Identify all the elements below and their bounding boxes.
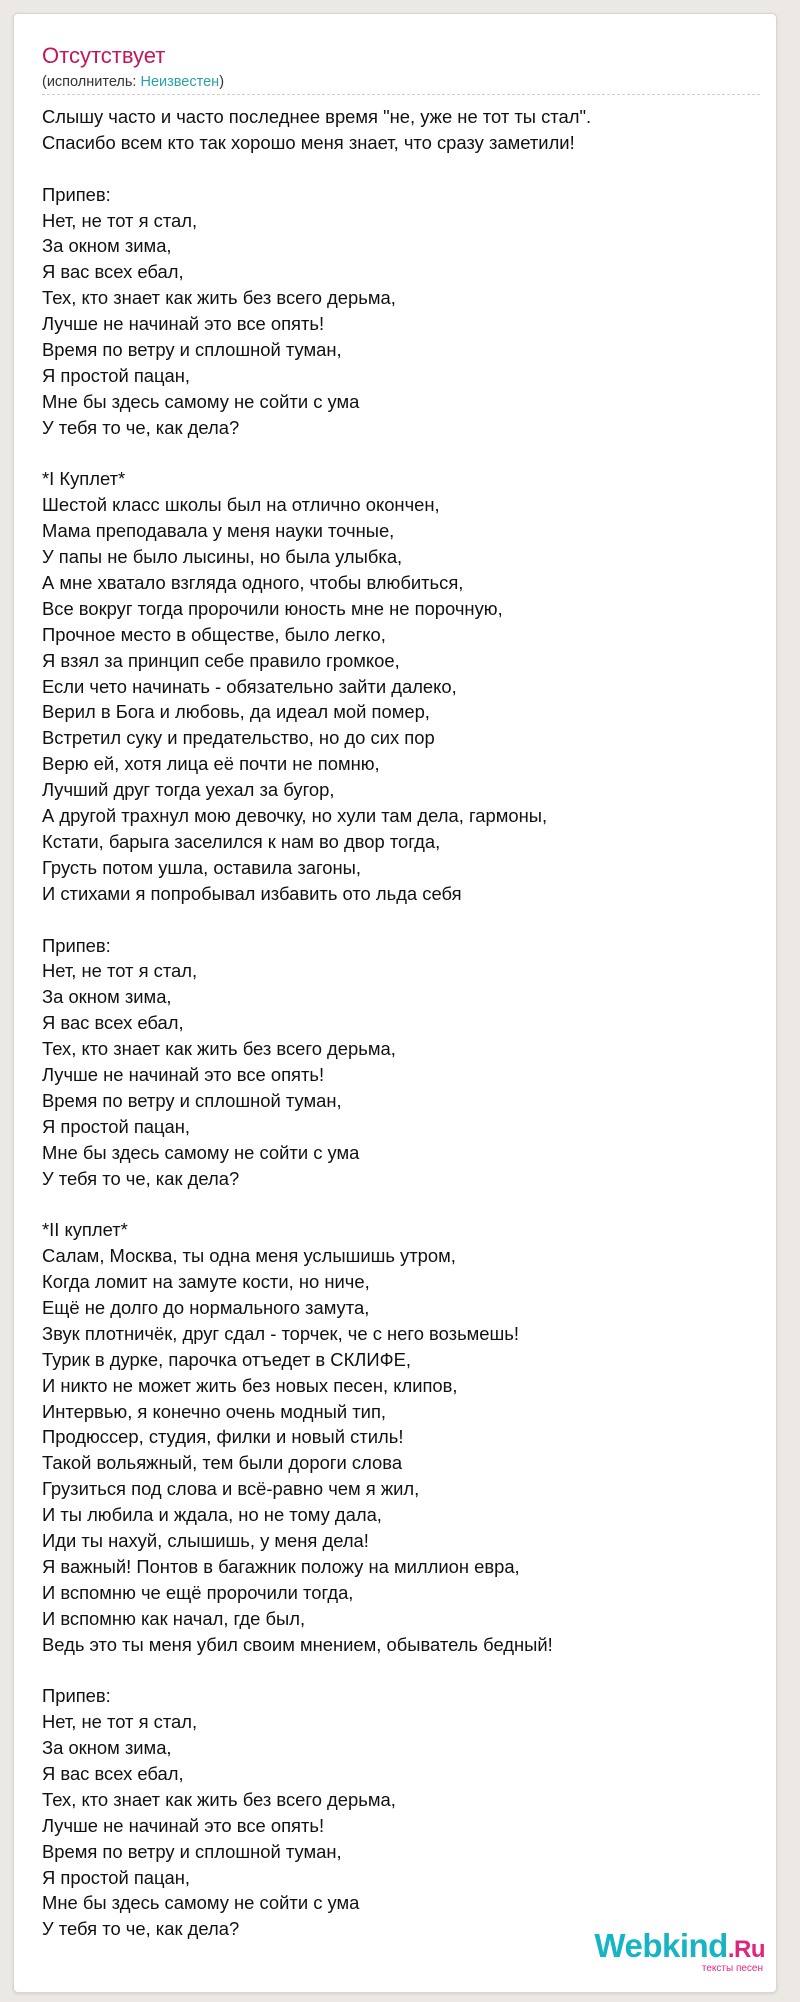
lyrics-line: Интервью, я конечно очень модный тип, (42, 1400, 387, 1422)
lyrics-line: Верю ей, хотя лица её почти не помню, (42, 753, 380, 775)
lyrics-line: Нет, не тот я стал, (42, 960, 198, 982)
artist-suffix: ) (219, 74, 225, 90)
lyrics-line: Я важный! Понтов в багажник положу на миллион евра, (42, 1555, 520, 1577)
lyrics-line: *II куплет* (42, 1219, 128, 1241)
lyrics-line: Тех, кто знает как жить без всего дерьма, (42, 1038, 396, 1060)
lyrics-line: У тебя то че, как дела? (42, 1167, 240, 1189)
lyrics-line: И ты любила и ждала, но не тому дала, (42, 1504, 382, 1526)
lyrics-line: Лучше не начинай это все опять! (42, 1814, 325, 1836)
lyrics-line: Я простой пацан, (42, 1115, 191, 1137)
watermark-logo (594, 1928, 765, 1974)
logo-wordmark (594, 1928, 765, 1968)
lyrics-line: За окном зима, (42, 986, 172, 1008)
song-title: Отсутствует (42, 43, 166, 68)
logo-tld: .Ru (727, 1936, 765, 1963)
lyrics-line: Кстати, барыга заселился к нам во двор тогда, (42, 830, 441, 852)
lyrics-line: У папы не было лысины, но была улыбка, (42, 546, 403, 568)
lyrics-line: Время по ветру и сплошной туман, (42, 1840, 342, 1862)
lyrics-line: Грусть потом ушла, оставила загоны, (42, 856, 362, 878)
lyrics-line: Салам, Москва, ты одна меня услышишь утром, (42, 1245, 456, 1267)
lyrics-line: Время по ветру и сплошной туман, (42, 339, 342, 361)
lyrics-line: Нет, не тот я стал, (42, 1711, 198, 1733)
lyrics-blank-line (42, 1191, 762, 1217)
lyrics-line: Припев: (42, 934, 111, 956)
lyrics-line: Верил в Бога и любовь, да идеал мой помер, (42, 701, 430, 723)
lyrics-line: У тебя то че, как дела? (42, 416, 240, 438)
lyrics-line: Тех, кто знает как жить без всего дерьма, (42, 287, 396, 309)
header-divider (42, 94, 760, 95)
lyrics-line: А мне хватало взгляда одного, чтобы влюбиться, (42, 572, 464, 594)
lyrics-line: Такой вольяжный, тем были дороги слова (42, 1452, 403, 1474)
lyrics-line: А другой трахнул мою девочку, но хули там дела, гармоны, (42, 805, 548, 827)
lyrics-line: Я вас всех ебал, (42, 261, 184, 283)
lyrics-line: И стихами я попробывал избавить ото льда себя (42, 882, 462, 904)
artist-prefix: (исполнитель: (42, 74, 141, 90)
lyrics-line: Когда ломит на замуте кости, но ниче, (42, 1271, 370, 1293)
lyrics-line: Иди ты нахуй, слышишь, у меня дела! (42, 1529, 369, 1551)
lyrics-line: Я вас всех ебал, (42, 1763, 184, 1784)
lyrics-line: Я простой пацан, (42, 1866, 191, 1888)
lyrics-line: *I Куплет* (42, 468, 126, 490)
lyrics-line: Припев: (42, 1685, 111, 1707)
lyrics-line: Я взял за принцип себе правило громкое, (42, 649, 400, 671)
lyrics-line: Тех, кто знает как жить без всего дерьма, (42, 1788, 396, 1810)
lyrics-line: За окном зима, (42, 235, 172, 257)
lyrics-line: Грузиться под слова и всё-равно чем я жил, (42, 1478, 420, 1500)
lyrics-line: Прочное место в обществе, было легко, (42, 623, 386, 645)
lyrics-line: Ведь это ты меня убил своим мнением, обыватель бедный! (42, 1633, 553, 1655)
lyrics-line: Если чето начинать - обязательно зайти далеко, (42, 675, 457, 697)
lyrics-line: Время по ветру и сплошной туман, (42, 1089, 342, 1111)
lyrics-line: Мне бы здесь самому не сойти с ума (42, 1141, 360, 1163)
lyrics-line: Все вокруг тогда пророчили юность мне не порочную, (42, 597, 503, 619)
artist-link[interactable]: Неизвестен (140, 74, 220, 90)
lyrics-line: И вспомню че ещё пророчили тогда, (42, 1581, 354, 1603)
lyrics-blank-line (42, 907, 762, 933)
lyrics-line: Турик в дурке, парочка отъедет в СКЛИФЕ, (42, 1348, 411, 1370)
lyrics-line: И вспомню как начал, где был, (42, 1607, 306, 1629)
lyrics-line: Лучший друг тогда уехал за бугор, (42, 779, 335, 801)
lyrics-line: Спасибо всем кто так хорошо меня знает, что сразу заметили! (42, 131, 575, 153)
lyrics-line: У тебя то че, как дела? (42, 1918, 240, 1940)
lyrics-line: И никто не может жить без новых песен, клипов, (42, 1374, 458, 1396)
lyrics-blank-line (42, 156, 762, 182)
lyrics-line: Нет, не тот я стал, (42, 209, 198, 231)
lyrics-line: Встретил суку и предательство, но до сих пор (42, 727, 435, 749)
lyrics-line: Ещё не долго до нормального замута, (42, 1296, 370, 1318)
lyrics-line: За окном зима, (42, 1737, 172, 1759)
lyrics-line: Лучше не начинай это все опять! (42, 313, 325, 335)
lyrics-line: Мама преподавала у меня науки точные, (42, 520, 395, 542)
logo-brand: Webkind (594, 1927, 728, 1964)
lyrics-line: Мне бы здесь самому не сойти с ума (42, 1892, 360, 1914)
lyrics-body (42, 104, 762, 1942)
lyrics-blank-line (42, 441, 762, 467)
lyrics-card (13, 13, 777, 1993)
logo-tagline: тексты песен (701, 1963, 763, 1974)
lyrics-line: Я простой пацан, (42, 364, 191, 386)
lyrics-line: Лучше не начинай это все опять! (42, 1063, 325, 1085)
lyrics-line: Продюссер, студия, филки и новый стиль! (42, 1426, 404, 1448)
lyrics-line: Я вас всех ебал, (42, 1012, 184, 1034)
lyrics-line: Припев: (42, 183, 111, 205)
lyrics-line: Звук плотничёк, друг сдал - торчек, че с него возьмешь! (42, 1322, 519, 1344)
lyrics-blank-line (42, 1657, 762, 1683)
artist-line (42, 74, 224, 90)
lyrics-line: Слышу часто и часто последнее время "не, уже не тот ты стал". (42, 106, 592, 127)
lyrics-line: Шестой класс школы был на отлично окончен, (42, 494, 440, 516)
lyrics-line: Мне бы здесь самому не сойти с ума (42, 390, 360, 412)
